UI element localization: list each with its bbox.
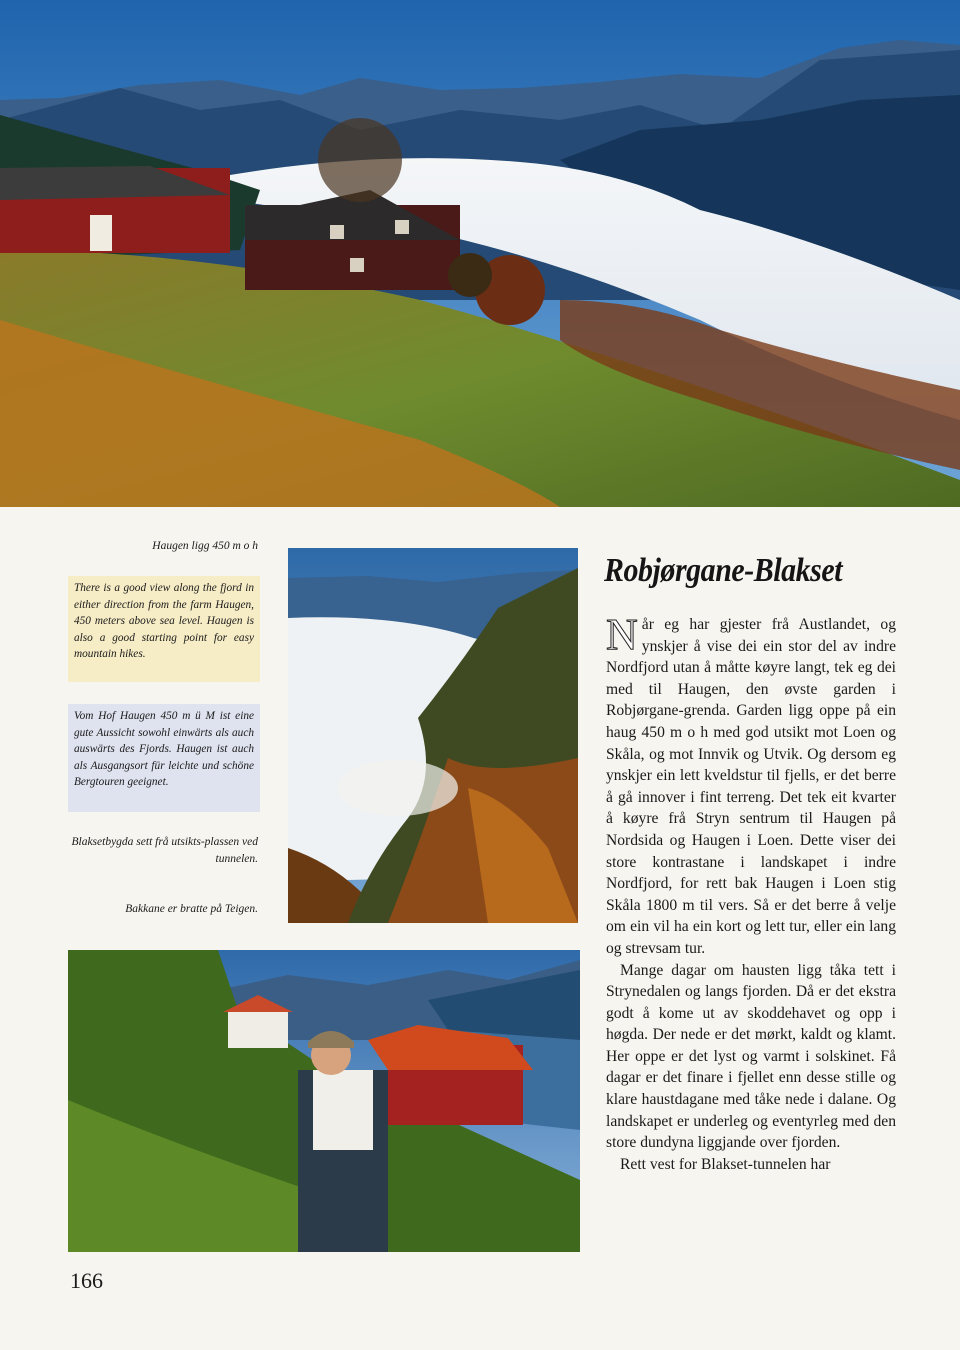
page-number: 166 bbox=[70, 1268, 103, 1293]
paragraph-1-text: år eg har gjester frå Austlandet, og ynskjer å vise dei ein stor del av indre Nordfjord utan å måtte køyre langt, tek eg dei med til Haugen, den øvste garden i Robjørgane-grenda. Garden ligg oppe på ein haug 450 m o h med god utsikt mot Loen og Skåla, og mot Innvik og Utvik. Og dersom eg ynskjer ein lett kveldstur til fjells, er det berre å gå innover i fint terreng. Det tek eit kvarter å køyre frå Stryn sentrum til Haugen på Nordsida og Haugen i Loen. Dette viser dei store kontrastane i landskapet i indre Nordfjord, for rett bak Haugen i Loen stig Skåla 1800 m til vers. Så er det berre å velje om ein vil ha ein kort og lett tur, eller ein lang og strevsam tur. bbox=[606, 616, 896, 957]
farmer-photo bbox=[68, 950, 580, 1252]
article-body bbox=[606, 610, 896, 1175]
body-paragraph-1 bbox=[606, 610, 896, 960]
caption-haugen: Haugen ligg 450 m o h bbox=[152, 540, 258, 552]
article-title: Robjørgane-Blakset bbox=[604, 552, 843, 589]
drop-cap: N bbox=[606, 610, 638, 659]
caption-bakkane: Bakkane er bratte på Teigen. bbox=[125, 903, 258, 915]
hero-photo-haugen-farm bbox=[0, 0, 960, 507]
info-box-english: There is a good view along the fjord in either direction from the farm Haugen, 450 meters above sea level. Haugen is also a good starting point for easy mountain hikes. bbox=[68, 576, 260, 682]
fjord-fog-photo bbox=[288, 548, 578, 923]
body-paragraph-2: Mange dagar om hausten ligg tåka tett i Strynedalen og langs fjorden. Då er det ekstra godt å kome ut av skoddehavet og opp i høgda. Der nede er det mørkt, kaldt og klamt. Her oppe er det lyst og varmt i solskinet. Få dagar er det finare i fjellet enn desse stille og klare haustdagane med tåke nede i dalane. Og landskapet er underleg og eventyrleg med den store dundyna liggjande over fjorden. bbox=[606, 961, 896, 1152]
caption-blaksetbygda: Blaksetbygda sett frå utsikts-plassen ved tunnelen. bbox=[71, 836, 258, 865]
body-paragraph-3: Rett vest for Blakset-tunnelen har bbox=[620, 1155, 831, 1173]
info-box-german: Vom Hof Haugen 450 m ü M ist eine gute Aussicht sowohl einwärts als auch auswärts des Fjords. Haugen ist auch als Ausgangsort für leichte und schöne Bergtouren geeignet. bbox=[68, 704, 260, 812]
